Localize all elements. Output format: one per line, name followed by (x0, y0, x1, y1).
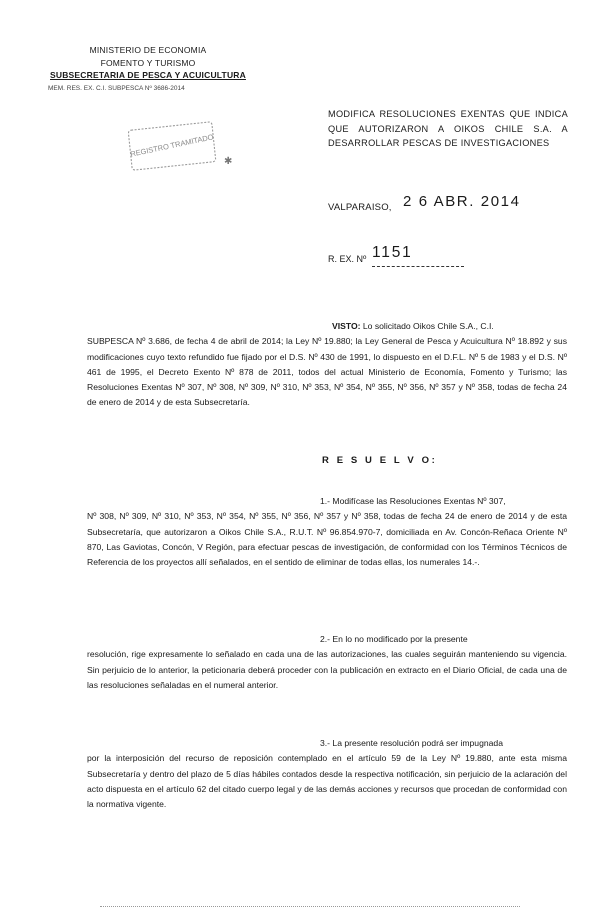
article-3 (87, 736, 567, 812)
document-date: 2 6 ABR. 2014 (403, 193, 521, 210)
memo-reference: MEM. RES. EX. C.I. SUBPESCA Nº 3686-2014 (48, 84, 185, 92)
article-1 (87, 494, 567, 570)
resolution-number-label: R. EX. Nº (328, 254, 367, 264)
stamp-star-icon: ✱ (224, 156, 233, 167)
visto-section (87, 319, 567, 411)
visto-body: SUBPESCA Nº 3.686, de fecha 4 de abril de 2014; la Ley Nº 19.880; la Ley General de Pesca y Acuicultura Nº 18.892 y sus modificaciones cuyo texto refundido fue fijado por el D.S. Nº 430 de 1991, lo dispuesto en el D.F.L. Nº 5 de 1983 y el D.S. Nº 461 de 1995, el Decreto Exento Nº 878 de 2011, todos del actual Ministerio de Economía, Fomento y Turismo; las Resoluciones Exentas Nº 307, Nº 308, Nº 309, Nº 310, Nº 353, Nº 354, Nº 355, Nº 356, Nº 357 y Nº 358, todas de fecha 24 de enero de 2014 y de esta Subsecretaría. (87, 336, 567, 408)
subsecretaria-name: SUBSECRETARIA DE PESCA Y ACUICULTURA (50, 70, 246, 80)
resolution-number: 1151 (372, 244, 413, 261)
resuelvo-heading: R E S U E L V O: (322, 455, 438, 466)
visto-label: VISTO: (332, 321, 361, 331)
article-1-body: Nº 308, Nº 309, Nº 310, Nº 353, Nº 354, Nº 355, Nº 356, Nº 357 y Nº 358, todas de fecha 24 de enero de 2014 y de esta Subsecretaría, que autorizaron a Oikos Chile S.A., R.U.T. Nº 96.854.970-7, domiciliada en Av. Concón-Reñaca Oriente Nº 870, Las Gaviotas, Concón, V Región, para efectuar pescas de investigación, de conformidad con los Términos Técnicos de Referencia de los proyectos allí señalados, en el sentido de eliminar de todas ellas, los numerales 14.-. (87, 511, 567, 568)
article-1-lead: 1.- Modifícase las Resoluciones Exentas Nº 307, (320, 496, 506, 506)
resolution-number-underline (372, 266, 464, 267)
footer-rule (100, 906, 520, 907)
place-label: VALPARAISO, (328, 202, 392, 213)
article-2-lead: 2.- En lo no modificado por la presente (320, 634, 468, 644)
document-subject: MODIFICA RESOLUCIONES EXENTAS QUE INDICA QUE AUTORIZARON A OIKOS CHILE S.A. A DESARROLLAR PESCAS DE INVESTIGACIONES (328, 109, 568, 148)
registry-stamp (128, 112, 246, 184)
article-2 (87, 632, 567, 693)
issuer-header (48, 44, 248, 95)
ministry-name: MINISTERIO DE ECONOMIA (89, 45, 207, 55)
article-3-lead: 3.- La presente resolución podrá ser impugnada (320, 738, 503, 748)
visto-lead-text: Lo solicitado Oikos Chile S.A., C.I. (362, 321, 494, 331)
ministry-subtitle: FOMENTO Y TURISMO (100, 57, 196, 68)
article-3-body: por la interposición del recurso de reposición contemplado en el artículo 59 de la Ley Nº 19.880, ante esta misma Subsecretaría y dentro del plazo de 5 días hábiles contados desde la respectiva notificación, sin perjuicio de la aclaración del acto dispuesta en el artículo 62 del citado cuerpo legal y de las demás acciones y recursos que procedan de conformidad con la normativa vigente. (87, 753, 567, 810)
stamp-text: REGISTRO TRAMITADO (129, 132, 215, 159)
visto-first-line (87, 319, 567, 334)
article-2-body: resolución, rige expresamente lo señalado en cada una de las autorizaciones, las cuales seguirán manteniendo su vigencia. Sin perjuicio de lo anterior, la peticionaria deberá proceder con la publicación en extracto en el Diario Oficial, de cada una de las resoluciones señaladas en el numeral anterior. (87, 649, 567, 690)
